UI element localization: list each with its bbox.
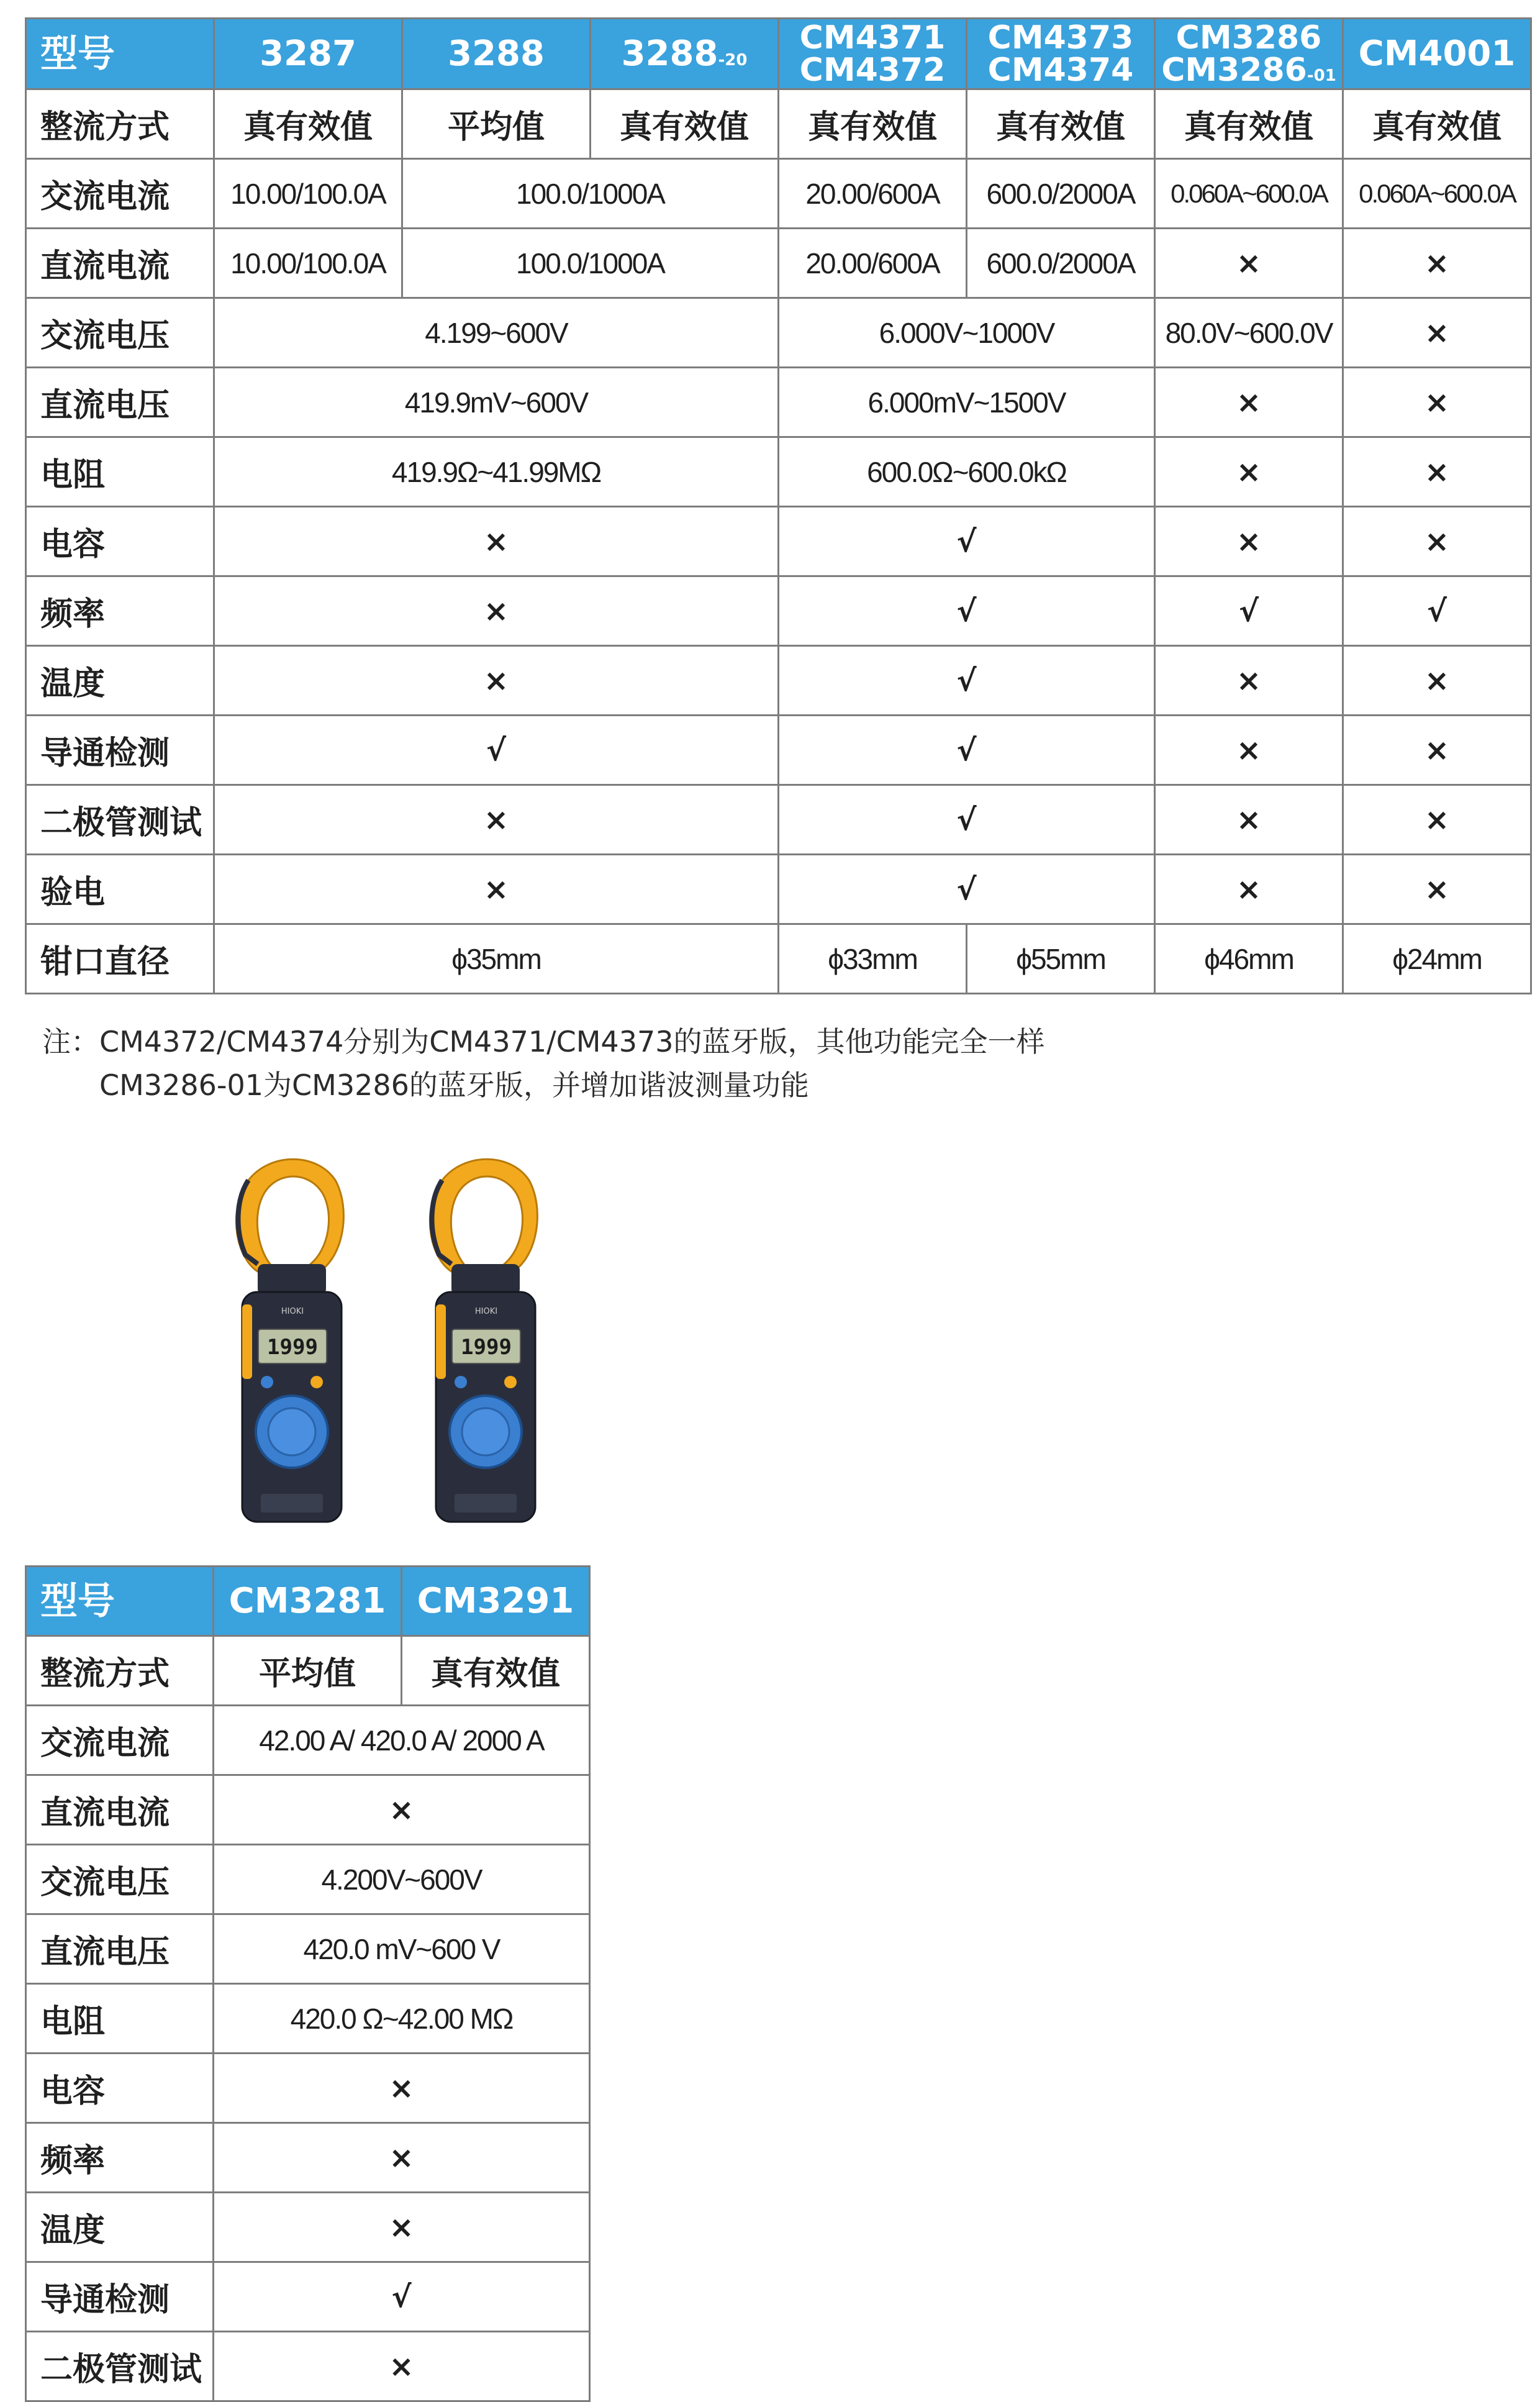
table-row-temperature bbox=[26, 2193, 590, 2262]
table-header-row bbox=[26, 19, 1531, 89]
model-header-label: 型号 bbox=[26, 1567, 214, 1636]
table-cell: √ bbox=[214, 2262, 590, 2332]
table-cell: × bbox=[1155, 437, 1343, 507]
table-cell: × bbox=[1155, 646, 1343, 716]
table-cell: 6.000mV~1500V bbox=[779, 368, 1155, 437]
table-row-jaw-diameter bbox=[26, 924, 1531, 994]
clamp-meter-illustration bbox=[417, 1155, 548, 1528]
table-row-dc-current bbox=[26, 1775, 590, 1845]
table-cell: 真有效值 bbox=[779, 89, 967, 159]
table-row-continuity bbox=[26, 716, 1531, 785]
row-label: 交流电压 bbox=[26, 1845, 214, 1914]
table-cell: √ bbox=[779, 507, 1155, 576]
model-cm3291: CM3291 bbox=[402, 1567, 590, 1636]
table-cell: 真有效值 bbox=[967, 89, 1155, 159]
row-label: 整流方式 bbox=[26, 1636, 214, 1706]
table-cell: × bbox=[1343, 507, 1531, 576]
table-cell: 600.0/2000A bbox=[967, 229, 1155, 298]
row-label: 频率 bbox=[26, 2123, 214, 2193]
footnote bbox=[42, 1020, 1045, 1107]
row-label: 直流电流 bbox=[26, 229, 214, 298]
table-cell: 4.200V~600V bbox=[214, 1845, 590, 1914]
row-label: 频率 bbox=[26, 576, 214, 646]
row-label: 交流电流 bbox=[26, 159, 214, 229]
table-cell: × bbox=[1155, 229, 1343, 298]
table-cell: 80.0V~600.0V bbox=[1155, 298, 1343, 368]
table-cell: × bbox=[1343, 855, 1531, 924]
table-cell: × bbox=[1155, 855, 1343, 924]
table-cell: 42.00 A/ 420.0 A/ 2000 A bbox=[214, 1706, 590, 1775]
model-3287: 3287 bbox=[214, 19, 402, 89]
row-label: 温度 bbox=[26, 646, 214, 716]
model-cm4001: CM4001 bbox=[1343, 19, 1531, 89]
model-cm4371: CM4371 bbox=[799, 19, 946, 57]
table-cell: × bbox=[214, 2054, 590, 2123]
table-cell: × bbox=[214, 576, 779, 646]
clamp-meter-photo-right bbox=[417, 1155, 548, 1528]
table-row-resistance bbox=[26, 1984, 590, 2054]
clamp-meter-photo-left bbox=[224, 1155, 354, 1528]
table-row-rectify bbox=[26, 89, 1531, 159]
table-row-ac-current bbox=[26, 1706, 590, 1775]
brand-text: HIOKI bbox=[281, 1307, 304, 1316]
table-cell: 10.00/100.0A bbox=[214, 229, 402, 298]
table-cell: ϕ46mm bbox=[1155, 924, 1343, 994]
row-label: 二极管测试 bbox=[26, 785, 214, 855]
table-row-ac-current bbox=[26, 159, 1531, 229]
row-label: 交流电压 bbox=[26, 298, 214, 368]
model-3288-20 bbox=[591, 19, 779, 89]
table-cell: × bbox=[214, 2123, 590, 2193]
table-cell: √ bbox=[779, 576, 1155, 646]
table-cell: √ bbox=[779, 716, 1155, 785]
table-cell: ϕ35mm bbox=[214, 924, 779, 994]
row-label: 电阻 bbox=[26, 1984, 214, 2054]
table-cell: √ bbox=[779, 855, 1155, 924]
table-cell: √ bbox=[779, 646, 1155, 716]
table-cell: √ bbox=[1343, 576, 1531, 646]
table-header-row bbox=[26, 1567, 590, 1636]
row-label: 钳口直径 bbox=[26, 924, 214, 994]
table-cell: √ bbox=[1155, 576, 1343, 646]
table-row-continuity bbox=[26, 2262, 590, 2332]
lcd-reading: 1999 bbox=[461, 1335, 512, 1360]
table-cell: × bbox=[1343, 646, 1531, 716]
table-row-dc-current bbox=[26, 229, 1531, 298]
row-label: 直流电压 bbox=[26, 368, 214, 437]
table-cell: × bbox=[214, 785, 779, 855]
table-cell: 100.0/1000A bbox=[402, 229, 779, 298]
model-3288: 3288 bbox=[402, 19, 591, 89]
table-row-ac-voltage bbox=[26, 298, 1531, 368]
row-label: 电阻 bbox=[26, 437, 214, 507]
table-cell: × bbox=[214, 855, 779, 924]
table-cell: × bbox=[1343, 785, 1531, 855]
table-row-resistance bbox=[26, 437, 1531, 507]
table-cell: 420.0 Ω~42.00 MΩ bbox=[214, 1984, 590, 2054]
table-cell: × bbox=[214, 1775, 590, 1845]
row-label: 交流电流 bbox=[26, 1706, 214, 1775]
model-cm3286 bbox=[1155, 19, 1343, 89]
model-cm3286-name: CM3286 bbox=[1175, 19, 1322, 57]
table-cell: 419.9Ω~41.99MΩ bbox=[214, 437, 779, 507]
model-cm4373: CM4373 bbox=[987, 19, 1134, 57]
table-cell: 真有效值 bbox=[402, 1636, 590, 1706]
table-cell: 平均值 bbox=[402, 89, 591, 159]
table-cell: × bbox=[214, 2332, 590, 2401]
clamp-meter-illustration bbox=[224, 1155, 354, 1528]
table-cell: 100.0/1000A bbox=[402, 159, 779, 229]
row-label: 直流电流 bbox=[26, 1775, 214, 1845]
model-name: CM3286 bbox=[1161, 51, 1307, 89]
model-name: 3288 bbox=[621, 33, 718, 74]
table-cell: ϕ55mm bbox=[967, 924, 1155, 994]
table-row-voltage-detect bbox=[26, 855, 1531, 924]
table-cell: 真有效值 bbox=[591, 89, 779, 159]
table-cell: 真有效值 bbox=[1343, 89, 1531, 159]
lcd-reading: 1999 bbox=[267, 1335, 318, 1360]
spec-table-secondary bbox=[25, 1565, 591, 2402]
table-cell: ϕ33mm bbox=[779, 924, 967, 994]
table-row-diode bbox=[26, 785, 1531, 855]
table-cell: 0.060A~600.0A bbox=[1155, 159, 1343, 229]
table-row-dc-voltage bbox=[26, 368, 1531, 437]
table-cell: ϕ24mm bbox=[1343, 924, 1531, 994]
model-cm4371-cm4372 bbox=[779, 19, 967, 89]
table-cell: × bbox=[1343, 298, 1531, 368]
table-row-dc-voltage bbox=[26, 1914, 590, 1984]
model-cm4373-cm4374 bbox=[967, 19, 1155, 89]
footnote-line-1: 注：CM4372/CM4374分别为CM4371/CM4373的蓝牙版，其他功能完全一样 bbox=[42, 1025, 1045, 1058]
row-label: 直流电压 bbox=[26, 1914, 214, 1984]
table-row-frequency bbox=[26, 2123, 590, 2193]
table-cell: × bbox=[214, 646, 779, 716]
row-label: 二极管测试 bbox=[26, 2332, 214, 2401]
row-label: 电容 bbox=[26, 507, 214, 576]
table-cell: × bbox=[1343, 437, 1531, 507]
table-cell: 6.000V~1000V bbox=[779, 298, 1155, 368]
table-row-capacitance bbox=[26, 2054, 590, 2123]
table-cell: 20.00/600A bbox=[779, 229, 967, 298]
table-row-diode bbox=[26, 2332, 590, 2401]
table-row-ac-voltage bbox=[26, 1845, 590, 1914]
table-row-rectify bbox=[26, 1636, 590, 1706]
table-cell: × bbox=[1343, 229, 1531, 298]
table-row-frequency bbox=[26, 576, 1531, 646]
row-label: 验电 bbox=[26, 855, 214, 924]
table-cell: √ bbox=[214, 716, 779, 785]
table-cell: 0.060A~600.0A bbox=[1343, 159, 1531, 229]
row-label: 温度 bbox=[26, 2193, 214, 2262]
model-cm3286-01 bbox=[1156, 51, 1342, 89]
brand-text: HIOKI bbox=[474, 1307, 498, 1316]
row-label: 电容 bbox=[26, 2054, 214, 2123]
table-cell: 10.00/100.0A bbox=[214, 159, 402, 229]
table-row-capacitance bbox=[26, 507, 1531, 576]
model-suffix: -20 bbox=[718, 50, 748, 70]
row-label: 导通检测 bbox=[26, 716, 214, 785]
table-cell: × bbox=[1155, 785, 1343, 855]
table-cell: × bbox=[1155, 716, 1343, 785]
spec-table-main bbox=[25, 17, 1532, 994]
model-suffix: -01 bbox=[1307, 66, 1336, 85]
model-cm3281: CM3281 bbox=[214, 1567, 402, 1636]
table-cell: 419.9mV~600V bbox=[214, 368, 779, 437]
table-cell: × bbox=[1155, 368, 1343, 437]
table-cell: 平均值 bbox=[214, 1636, 402, 1706]
footnote-line-2: CM3286-01为CM3286的蓝牙版，并增加谐波测量功能 bbox=[99, 1068, 809, 1102]
table-cell: 4.199~600V bbox=[214, 298, 779, 368]
table-cell: 600.0/2000A bbox=[967, 159, 1155, 229]
model-cm4372: CM4372 bbox=[799, 51, 946, 89]
table-cell: × bbox=[1343, 368, 1531, 437]
row-label: 导通检测 bbox=[26, 2262, 214, 2332]
table-cell: 600.0Ω~600.0kΩ bbox=[779, 437, 1155, 507]
table-cell: × bbox=[214, 507, 779, 576]
model-cm4374: CM4374 bbox=[987, 51, 1134, 89]
table-cell: 420.0 mV~600 V bbox=[214, 1914, 590, 1984]
table-cell: × bbox=[1343, 716, 1531, 785]
table-cell: √ bbox=[779, 785, 1155, 855]
table-cell: 真有效值 bbox=[1155, 89, 1343, 159]
table-cell: 20.00/600A bbox=[779, 159, 967, 229]
table-row-temperature bbox=[26, 646, 1531, 716]
table-cell: 真有效值 bbox=[214, 89, 402, 159]
table-cell: × bbox=[1155, 507, 1343, 576]
model-header-label: 型号 bbox=[26, 19, 214, 89]
row-label: 整流方式 bbox=[26, 89, 214, 159]
table-cell: × bbox=[214, 2193, 590, 2262]
